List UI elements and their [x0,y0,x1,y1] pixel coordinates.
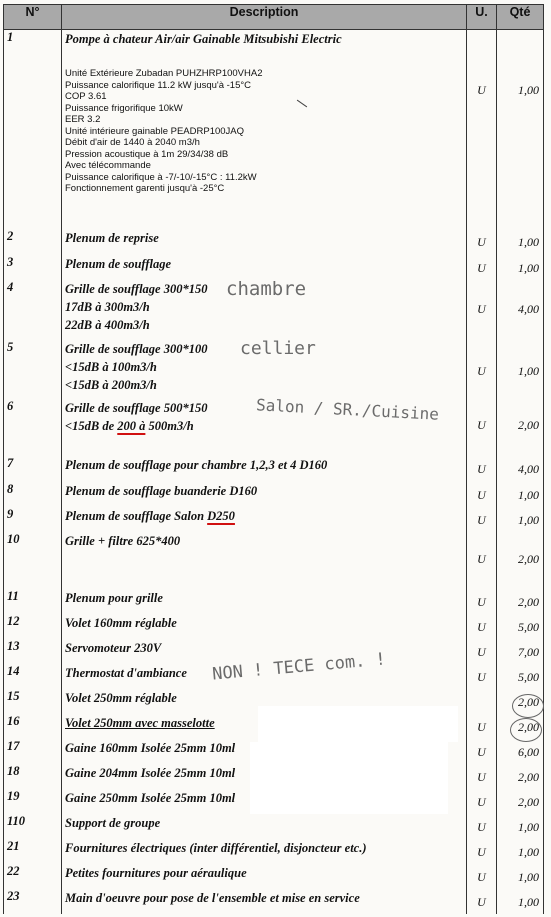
row-description: Main d'oeuvre pour pose de l'ensemble et mise en service [62,889,467,914]
row-title: Grille de soufflage 500*150 [65,400,208,415]
table-row [4,814,544,839]
row-unit: U [477,844,486,859]
row-unit: U [477,83,486,97]
row-number: 1 [4,30,62,229]
row-detail: <15dB à 100m3/h [65,359,157,374]
spec-line: Avec télécommande [65,160,151,171]
table-row [4,532,544,589]
table-row [4,839,544,864]
row-quantity: 2,00 [518,551,539,566]
row-unit: U [477,487,486,502]
spec-line: COP 3.61 [65,91,107,102]
row-number: 5 [4,340,62,399]
row-number: 110 [4,814,62,839]
row-quantity: 1,00 [518,819,539,834]
row-quantity: 6,00 [518,744,539,759]
row-unit: U [477,794,486,809]
row-unit: U [477,744,486,759]
row-unit: U [477,769,486,784]
table-row [4,255,544,280]
row-quantity: 2,00 [518,794,539,809]
row-quantity: 7,00 [518,644,539,659]
table-row [4,614,544,639]
row-description: Plenum pour grille [62,589,467,614]
row-description: Support de groupe [62,814,467,839]
row-number: 13 [4,639,62,664]
row-number: 2 [4,229,62,255]
whiteout-patch [250,742,448,814]
row-number: 9 [4,507,62,532]
spec-line: Puissance calorifique à -7/-10/-15°C : 11.2kW [65,171,257,183]
row-description [62,30,467,229]
whiteout-patch [258,706,458,742]
spec-line: Puissance frigorifique 10kW [65,102,183,114]
row-description: Volet 250mm réglable [62,689,467,714]
detail-text: 500m3/h [145,418,194,433]
row-title: Pompe à chateur Air/air Gainable Mitsubishi Electric [65,32,342,46]
row-number: 3 [4,255,62,280]
row-description [62,507,467,532]
table-row [4,482,544,507]
row-description: Volet 160mm réglable [62,614,467,639]
row-quantity: 1,00 [518,83,539,97]
row-quantity: 2,00 [518,719,539,734]
spec-line: Pression acoustique à 1m 29/34/38 dB [65,148,229,160]
table-row [4,889,544,914]
row-unit: U [477,669,486,684]
row-quantity: 2,00 [518,594,539,609]
row-quantity: 5,00 [518,669,539,684]
row-detail: <15dB à 200m3/h [65,377,157,392]
handwritten-note-salon: Salon / SR./Cuisine [255,395,440,424]
row-quantity: 2,00 [518,694,539,709]
row-title: Grille de soufflage 300*150 [65,281,208,296]
row-description: Plenum de soufflage [62,255,467,280]
underlined-diameter: D250 [207,508,235,523]
row-description: Fournitures électriques (inter différentiel, disjoncteur etc.) [62,839,467,864]
row-quantity: 1,00 [518,869,539,884]
header-number: N° [4,5,62,30]
row-unit: U [477,234,486,249]
row-detail: 22dB à 400m3/h [65,317,150,332]
spec-line: Puissance calorifique 11.2 kW jusqu'à -15°C [65,79,252,91]
row-unit: U [477,594,486,609]
row-unit: U [477,619,486,634]
row-unit: U [477,819,486,834]
row-unit: U [477,363,486,378]
pencil-circle [510,718,542,742]
row-number: 4 [4,280,62,340]
row-number: 7 [4,456,62,482]
row-detail: 17dB à 300m3/h [65,299,150,314]
row-description: Thermostat d'ambiance [62,664,467,689]
tech-specs [65,68,463,195]
spec-line: Fonctionnement garenti jusqu'à -25°C [65,183,225,194]
row-unit: U [477,260,486,275]
spec-line: Débit d'air de 1440 à 2040 m3/h [65,137,200,148]
table-row [4,30,544,229]
table-row [4,864,544,889]
row-quantity: 1,00 [518,234,539,249]
row-unit: U [477,551,486,566]
row-description: Plenum de reprise [62,229,467,255]
row-number: 8 [4,482,62,507]
row-description: Gaine 160mm Isolée 25mm 10ml [62,739,467,764]
row-quantity: 4,00 [518,301,539,316]
row-number: 14 [4,664,62,689]
row-quantity: 2,00 [518,417,539,432]
row-description: Gaine 204mm Isolée 25mm 10ml [62,764,467,789]
row-quantity: 1,00 [518,844,539,859]
handwritten-note-chambre: chambre [226,278,307,300]
row-quantity: 4,00 [518,461,539,476]
row-description: Grille + filtre 625*400 [62,532,467,589]
row-number: 6 [4,399,62,456]
row-number: 18 [4,764,62,789]
row-unit: U [477,894,486,909]
header-unit: U. [467,5,497,30]
row-description: Plenum de soufflage buanderie D160 [62,482,467,507]
row-quantity: 1,00 [518,512,539,527]
table-row [4,229,544,255]
row-unit: U [477,512,486,527]
row-unit: U [477,644,486,659]
table-row [4,456,544,482]
row-number: 19 [4,789,62,814]
table-row [4,589,544,614]
row-title: Plenum de soufflage Salon [65,508,208,523]
row-description: Gaine 250mm Isolée 25mm 10ml [62,789,467,814]
header-quantity: Qté [497,5,544,30]
row-unit: U [477,869,486,884]
spec-line: Unité Extérieure Zubadan PUHZHRP100VHA2 [65,68,263,79]
row-quantity: 1,00 [518,894,539,909]
row-unit: U [477,461,486,476]
row-number: 10 [4,532,62,589]
row-number: 21 [4,839,62,864]
row-number: 12 [4,614,62,639]
row-description: Petites fournitures pour aéraulique [62,864,467,889]
row-quantity: 1,00 [518,363,539,378]
row-quantity: 1,00 [518,260,539,275]
row-unit: U [477,301,486,316]
row-number: 16 [4,714,62,739]
spec-line: EER 3.2 [65,114,101,125]
row-quantity: 1,00 [518,487,539,502]
row-number: 17 [4,739,62,764]
detail-text: <15dB de [65,418,118,433]
row-description: Servomoteur 230V [62,639,467,664]
row-description: Plenum de soufflage pour chambre 1,2,3 et 4 D160 [62,456,467,482]
row-unit: U [477,719,486,734]
header-description: Description [62,5,467,30]
pencil-circle [512,694,544,718]
row-number: 23 [4,889,62,914]
underlined-range: 200 à [117,418,146,433]
table-row [4,507,544,532]
row-title: Volet 250mm avec masselotte [65,715,215,730]
row-number: 15 [4,689,62,714]
handwritten-note-non: NON ! TECE com. ! [211,649,387,685]
row-quantity: 5,00 [518,619,539,634]
row-quantity: 2,00 [518,769,539,784]
row-title: Grille de soufflage 300*100 [65,341,208,356]
spec-line: Unité intérieure gainable PEADRP100JAQ [65,125,245,137]
row-unit: U [477,417,486,432]
row-number: 22 [4,864,62,889]
row-number: 11 [4,589,62,614]
table-header-row [4,5,544,30]
handwritten-note-cellier: cellier [240,338,316,359]
